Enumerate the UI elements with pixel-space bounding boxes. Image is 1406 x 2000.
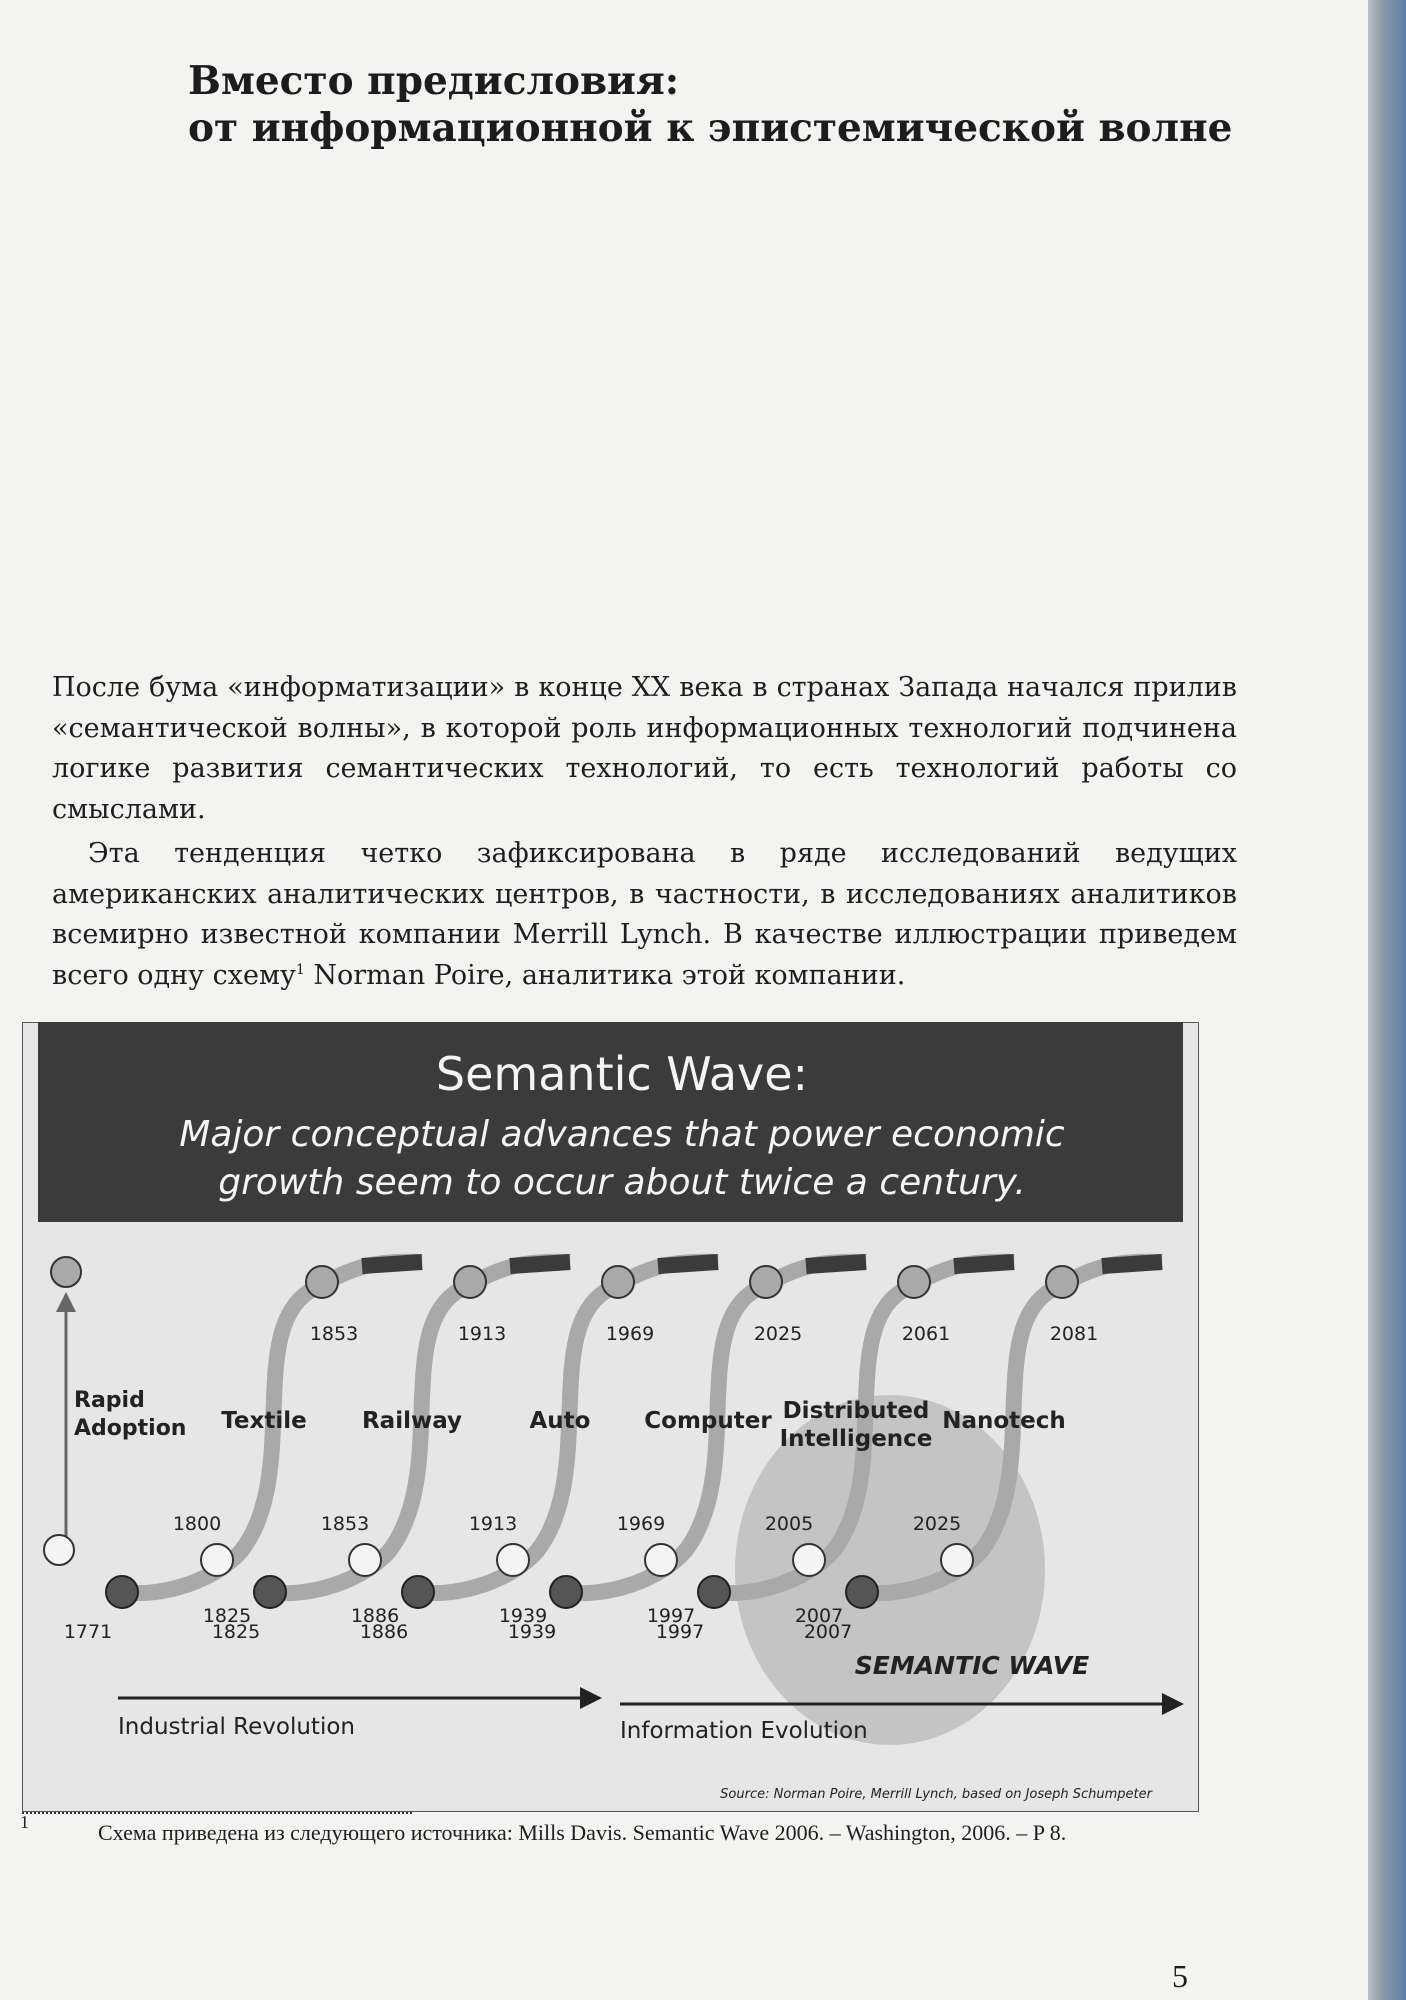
wave-top-node bbox=[602, 1266, 634, 1298]
wave-start-node bbox=[106, 1576, 138, 1608]
wave-curve-tail bbox=[954, 1262, 1014, 1266]
rapid-adoption-top-node bbox=[51, 1257, 81, 1287]
heading-line-1: Вместо предисловия: bbox=[188, 58, 680, 104]
wave-curve-tail bbox=[658, 1262, 718, 1266]
wave-start-node bbox=[846, 1576, 878, 1608]
wave-label: Intelligence bbox=[779, 1426, 933, 1452]
wave-mid-node bbox=[497, 1544, 529, 1576]
wave-top-year: 2025 bbox=[753, 1323, 803, 1345]
wave-top-year: 2061 bbox=[901, 1323, 951, 1345]
wave-mid-low-year: 2007 bbox=[794, 1605, 844, 1627]
wave-top-node bbox=[306, 1266, 338, 1298]
wave-top-year: 1969 bbox=[605, 1323, 655, 1345]
wave-top-year: 1913 bbox=[457, 1323, 507, 1345]
wave-label: Computer bbox=[644, 1408, 772, 1434]
paragraph-2-end: Norman Poire, аналитика этой компании. bbox=[304, 959, 906, 991]
paragraph-2-text: Эта тенденция четко зафиксирована в ряде исследований ведущих американских аналитических центров, в частности, в исследованиях аналитиков всемирно известной компании Merrill Lynch. В качестве иллюстрации приведем всего одну схему bbox=[52, 838, 1237, 991]
paragraph-1: После бума «информатизации» в конце XX века в странах Запада начался прилив «семантической волны», в которой роль информационных технологий подчинена логике развития семантических технологий, то есть технологий работы со смыслами. bbox=[52, 672, 1237, 825]
wave-mid-node bbox=[645, 1544, 677, 1576]
figure-subtitle-2: growth seem to occur about twice a century. bbox=[218, 1162, 1026, 1203]
wave-label: Distributed bbox=[782, 1398, 930, 1424]
wave-start-node bbox=[698, 1576, 730, 1608]
body-text bbox=[52, 668, 1237, 996]
semantic-wave-diagram bbox=[22, 1022, 1199, 1812]
wave-mid-high-year: 2025 bbox=[912, 1513, 962, 1535]
wave-top-node bbox=[1046, 1266, 1078, 1298]
wave-top-node bbox=[750, 1266, 782, 1298]
wave-label: Nanotech bbox=[942, 1408, 1066, 1434]
wave-start-node bbox=[402, 1576, 434, 1608]
wave-mid-high-year: 2005 bbox=[764, 1513, 814, 1535]
wave-mid-high-year: 1969 bbox=[616, 1513, 666, 1535]
wave-mid-node bbox=[941, 1544, 973, 1576]
wave-start-node bbox=[254, 1576, 286, 1608]
figure-title: Semantic Wave: bbox=[435, 1047, 809, 1101]
rapid-adoption-label-2: Adoption bbox=[74, 1416, 187, 1441]
figure-source: Source: Norman Poire, Merrill Lynch, based on Joseph Schumpeter bbox=[720, 1787, 1152, 1802]
wave-curve-tail bbox=[1102, 1262, 1162, 1266]
wave-mid-node bbox=[201, 1544, 233, 1576]
next-page-edge bbox=[1368, 0, 1406, 2000]
wave-start-node bbox=[550, 1576, 582, 1608]
heading-line-2: от информационной к эпистемической волне bbox=[188, 105, 1233, 151]
wave-mid-low-year: 1997 bbox=[646, 1605, 696, 1627]
figure-subtitle-1: Major conceptual advances that power economic bbox=[179, 1114, 1065, 1155]
wave-top-year: 2081 bbox=[1049, 1323, 1099, 1345]
wave-label: Textile bbox=[221, 1408, 307, 1434]
wave-start-year: 1771 bbox=[63, 1621, 113, 1643]
chapter-heading bbox=[188, 58, 1248, 152]
wave-top-node bbox=[454, 1266, 486, 1298]
wave-label: Auto bbox=[529, 1408, 591, 1434]
wave-label: Railway bbox=[361, 1408, 463, 1434]
wave-start-year: 1825 bbox=[211, 1621, 261, 1643]
wave-mid-low-year: 1939 bbox=[498, 1605, 548, 1627]
semantic-wave-figure bbox=[22, 1022, 1199, 1812]
wave-mid-low-year: 1825 bbox=[202, 1605, 252, 1627]
wave-top-year: 1853 bbox=[309, 1323, 359, 1345]
footnote-rule bbox=[22, 1812, 412, 1814]
wave-curve-tail bbox=[510, 1262, 570, 1266]
wave-start-year: 1886 bbox=[359, 1621, 409, 1643]
wave-start-year: 2007 bbox=[803, 1621, 853, 1643]
wave-curve-tail bbox=[806, 1262, 866, 1266]
semantic-wave-label: SEMANTIC WAVE bbox=[854, 1651, 1090, 1680]
wave-mid-node bbox=[793, 1544, 825, 1576]
wave-mid-high-year: 1913 bbox=[468, 1513, 518, 1535]
wave-mid-high-year: 1800 bbox=[172, 1513, 222, 1535]
wave-top-node bbox=[898, 1266, 930, 1298]
footnote-text: Схема приведена из следующего источника: Mills Davis. Semantic Wave 2006. – Washington, 2006. – P 8. bbox=[98, 1820, 1067, 1845]
footnote-ref: 1 bbox=[295, 961, 305, 978]
paragraph-2 bbox=[52, 834, 1237, 996]
wave-mid-node bbox=[349, 1544, 381, 1576]
wave-start-year: 1997 bbox=[655, 1621, 705, 1643]
industrial-revolution-label: Industrial Revolution bbox=[118, 1714, 355, 1740]
information-evolution-label: Information Evolution bbox=[620, 1718, 868, 1744]
rapid-adoption-label-1: Rapid bbox=[74, 1388, 145, 1413]
wave-start-year: 1939 bbox=[507, 1621, 557, 1643]
wave-curve-tail bbox=[362, 1262, 422, 1266]
page-number: 5 bbox=[1172, 1958, 1188, 1994]
rapid-adoption-bottom-node bbox=[44, 1535, 74, 1565]
wave-mid-low-year: 1886 bbox=[350, 1605, 400, 1627]
wave-mid-high-year: 1853 bbox=[320, 1513, 370, 1535]
footnote-number: 1 bbox=[20, 1812, 29, 1832]
